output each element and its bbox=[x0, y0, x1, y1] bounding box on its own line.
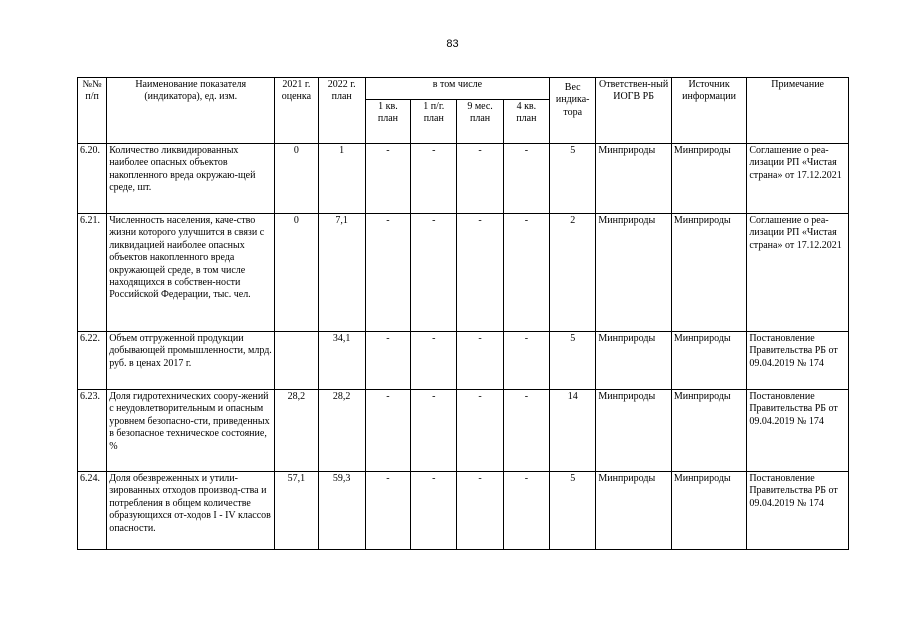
header-including: в том числе bbox=[365, 78, 549, 100]
row-q1: - bbox=[365, 390, 410, 472]
row-q4: - bbox=[503, 390, 549, 472]
row-note: Соглашение о реа-лизации РП «Чистая страна» от 17.12.2021 bbox=[747, 214, 849, 332]
row-h1: - bbox=[411, 472, 457, 550]
row-2021 bbox=[275, 332, 318, 390]
row-name: Доля обезвреженных и утили-зированных отходов производ-ства и потребления в общем количестве образующихся от-ходов I - IV классов опасности. bbox=[107, 472, 275, 550]
row-q4: - bbox=[503, 144, 549, 214]
row-2021: 57,1 bbox=[275, 472, 318, 550]
row-responsible: Минприроды bbox=[596, 144, 671, 214]
row-2021: 0 bbox=[275, 214, 318, 332]
row-weight: 2 bbox=[550, 214, 596, 332]
row-9m: - bbox=[457, 214, 503, 332]
row-h1: - bbox=[411, 144, 457, 214]
row-source: Минприроды bbox=[671, 390, 746, 472]
header-name: Наименование показателя (индикатора), ед. изм. bbox=[107, 78, 275, 144]
header-weight: Вес индика-тора bbox=[550, 78, 596, 144]
header-responsible: Ответствен-ный ИОГВ РБ bbox=[596, 78, 671, 144]
row-source: Минприроды bbox=[671, 332, 746, 390]
row-note: Постановление Правительства РБ от 09.04.2019 № 174 bbox=[747, 332, 849, 390]
row-9m: - bbox=[457, 332, 503, 390]
header-2022: 2022 г. план bbox=[318, 78, 365, 144]
row-num: 6.23. bbox=[78, 390, 107, 472]
row-q4: - bbox=[503, 472, 549, 550]
row-2021: 28,2 bbox=[275, 390, 318, 472]
page-number: 83 bbox=[446, 38, 459, 50]
row-weight: 5 bbox=[550, 332, 596, 390]
row-q1: - bbox=[365, 472, 410, 550]
table-header-row bbox=[78, 78, 849, 100]
table-row bbox=[78, 472, 849, 550]
row-responsible: Минприроды bbox=[596, 472, 671, 550]
row-9m: - bbox=[457, 144, 503, 214]
row-num: 6.20. bbox=[78, 144, 107, 214]
row-h1: - bbox=[411, 214, 457, 332]
row-responsible: Минприроды bbox=[596, 214, 671, 332]
header-note: Примечание bbox=[747, 78, 849, 144]
row-q1: - bbox=[365, 144, 410, 214]
row-num: 6.21. bbox=[78, 214, 107, 332]
row-2022: 34,1 bbox=[318, 332, 365, 390]
header-9m: 9 мес. план bbox=[457, 100, 503, 144]
indicators-table bbox=[77, 77, 849, 550]
header-q1: 1 кв. план bbox=[365, 100, 410, 144]
row-name: Численность населения, каче-ство жизни которого улучшится в связи с ликвидацией наиболее опасных объектов накопленного вреда окружающей среде, в том числе находящихся в собствен-ности Российской Федерации, тыс. чел. bbox=[107, 214, 275, 332]
row-num: 6.22. bbox=[78, 332, 107, 390]
row-weight: 5 bbox=[550, 144, 596, 214]
row-name: Количество ликвидированных наиболее опасных объектов накопленного вреда окружаю-щей среде, шт. bbox=[107, 144, 275, 214]
row-source: Минприроды bbox=[671, 214, 746, 332]
header-q4: 4 кв. план bbox=[503, 100, 549, 144]
row-q4: - bbox=[503, 214, 549, 332]
row-q4: - bbox=[503, 332, 549, 390]
row-weight: 14 bbox=[550, 390, 596, 472]
header-2021: 2021 г. оценка bbox=[275, 78, 318, 144]
row-2022: 28,2 bbox=[318, 390, 365, 472]
row-name: Доля гидротехнических соору-жений с неудовлетворительным и опасным уровнем безопасно-сти, приведенных в безопасное техническое состояние, % bbox=[107, 390, 275, 472]
row-num: 6.24. bbox=[78, 472, 107, 550]
header-h1: 1 п/г. план bbox=[411, 100, 457, 144]
row-h1: - bbox=[411, 332, 457, 390]
row-responsible: Минприроды bbox=[596, 390, 671, 472]
row-q1: - bbox=[365, 214, 410, 332]
table-row bbox=[78, 332, 849, 390]
table-row bbox=[78, 144, 849, 214]
row-2022: 7,1 bbox=[318, 214, 365, 332]
row-q1: - bbox=[365, 332, 410, 390]
row-note: Постановление Правительства РБ от 09.04.2019 № 174 bbox=[747, 472, 849, 550]
row-9m: - bbox=[457, 472, 503, 550]
row-note: Соглашение о реа-лизации РП «Чистая страна» от 17.12.2021 bbox=[747, 144, 849, 214]
header-source: Источник информации bbox=[671, 78, 746, 144]
row-name: Объем отгруженной продукции добывающей промышленности, млрд. руб. в ценах 2017 г. bbox=[107, 332, 275, 390]
row-2022: 1 bbox=[318, 144, 365, 214]
row-source: Минприроды bbox=[671, 472, 746, 550]
table-row bbox=[78, 214, 849, 332]
row-note: Постановление Правительства РБ от 09.04.2019 № 174 bbox=[747, 390, 849, 472]
row-weight: 5 bbox=[550, 472, 596, 550]
row-2022: 59,3 bbox=[318, 472, 365, 550]
row-9m: - bbox=[457, 390, 503, 472]
row-responsible: Минприроды bbox=[596, 332, 671, 390]
header-num: №№ п/п bbox=[78, 78, 107, 144]
table-row bbox=[78, 390, 849, 472]
row-2021: 0 bbox=[275, 144, 318, 214]
row-h1: - bbox=[411, 390, 457, 472]
row-source: Минприроды bbox=[671, 144, 746, 214]
